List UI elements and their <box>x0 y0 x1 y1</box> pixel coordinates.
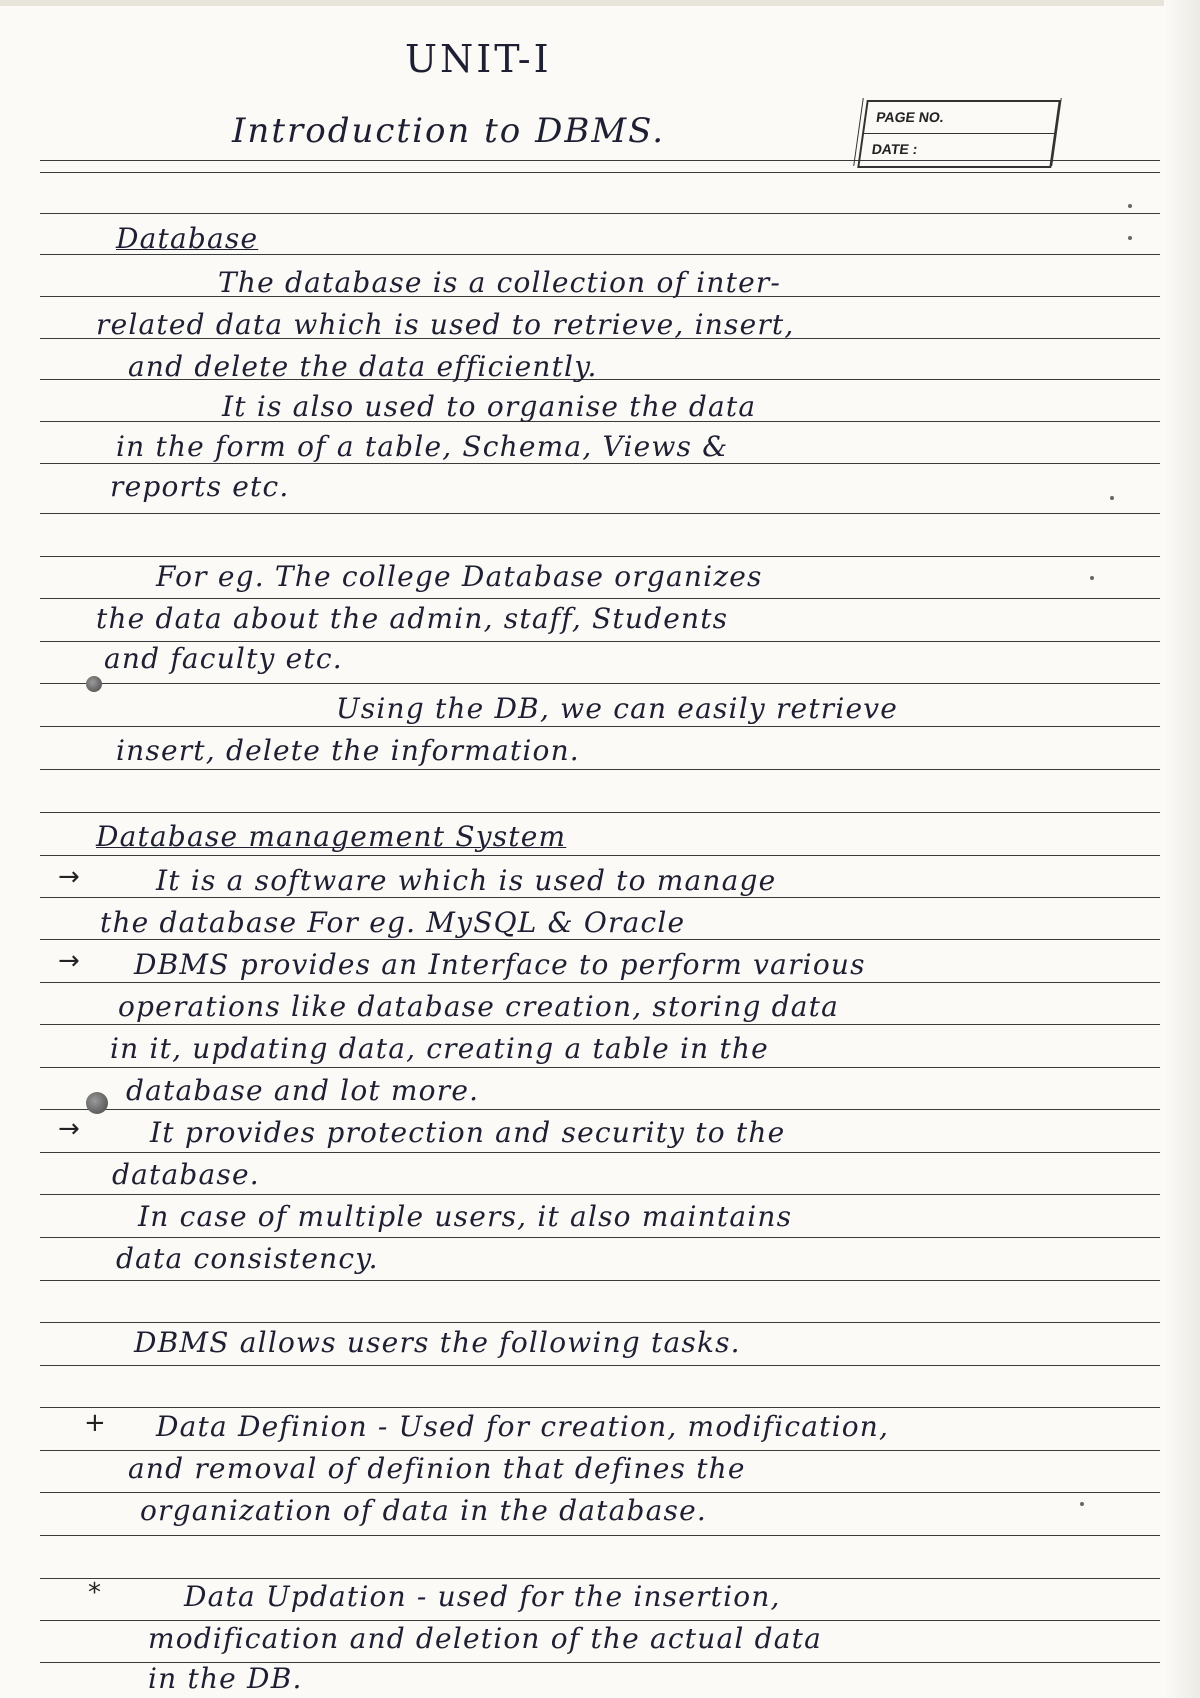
date-label: DATE : <box>870 141 919 157</box>
text-line: in the DB. <box>148 1662 303 1695</box>
page-no-label: PAGE NO. <box>864 102 1058 134</box>
star-bullet: * <box>88 1578 101 1608</box>
text-line: reports etc. <box>110 470 290 503</box>
margin-dot <box>1080 1502 1084 1506</box>
text-line: For eg. The college Database organizes <box>156 560 763 593</box>
ruled-line <box>40 683 1160 684</box>
ruled-line <box>40 855 1160 856</box>
text-line: the database For eg. MySQL & Oracle <box>100 906 686 939</box>
margin-dot <box>1128 204 1132 208</box>
ruled-line <box>40 812 1160 813</box>
ruled-line <box>40 1365 1160 1366</box>
text-line: in it, updating data, creating a table in the <box>110 1032 769 1065</box>
punch-hole <box>86 1092 108 1114</box>
ruled-line <box>40 1620 1160 1621</box>
ruled-line <box>40 1152 1160 1153</box>
ruled-line <box>40 172 1160 173</box>
arrow-bullet: → <box>58 1114 80 1144</box>
text-line: DBMS allows users the following tasks. <box>134 1326 741 1359</box>
ruled-line <box>40 513 1160 514</box>
text-line: It is also used to organise the data <box>222 390 757 423</box>
text-line: It is a software which is used to manage <box>156 864 777 897</box>
text-line: in the form of a table, Schema, Views & <box>116 430 729 463</box>
ruled-line <box>40 1024 1160 1025</box>
text-line: organization of data in the database. <box>140 1494 707 1527</box>
text-line: and removal of definion that defines the <box>128 1452 746 1485</box>
text-line: modification and deletion of the actual data <box>148 1622 822 1655</box>
page-title: Introduction to DBMS. <box>232 111 666 151</box>
text-line: data consistency. <box>116 1242 379 1275</box>
ruled-line <box>40 982 1160 983</box>
ruled-line <box>40 1450 1160 1451</box>
text-line: Data Definion - Used for creation, modification, <box>156 1410 890 1443</box>
text-line: Using the DB, we can easily retrieve <box>336 692 899 725</box>
punch-hole <box>86 676 102 692</box>
text-line: database and lot more. <box>126 1074 480 1107</box>
text-line: related data which is used to retrieve, insert, <box>96 308 795 341</box>
margin-dot <box>1090 576 1094 580</box>
text-line: the data about the admin, staff, Students <box>96 602 729 635</box>
text-line: and faculty etc. <box>104 642 343 675</box>
page-no-date-box <box>857 100 1061 168</box>
ruled-line <box>40 1578 1160 1579</box>
ruled-line <box>40 1492 1160 1493</box>
text-line: It provides protection and security to the <box>150 1116 786 1149</box>
page-top-edge <box>0 0 1200 6</box>
ruled-line <box>40 598 1160 599</box>
section-heading-database: Database <box>116 222 259 255</box>
page-right-edge <box>1164 0 1200 1698</box>
ruled-line <box>40 1237 1160 1238</box>
ruled-line <box>40 1535 1160 1536</box>
text-line: Data Updation - used for the insertion, <box>184 1580 781 1613</box>
ruled-line <box>40 556 1160 557</box>
ruled-line <box>40 213 1160 214</box>
ruled-line <box>40 1407 1160 1408</box>
ruled-line <box>40 1109 1160 1110</box>
text-line: database. <box>112 1158 260 1191</box>
arrow-bullet: → <box>58 862 80 892</box>
text-line: The database is a collection of inter- <box>218 266 782 299</box>
margin-dot <box>1110 496 1114 500</box>
plus-bullet: + <box>84 1408 106 1438</box>
section-heading-dbms: Database management System <box>96 820 567 853</box>
ruled-line <box>40 1280 1160 1281</box>
text-line: In case of multiple users, it also maintains <box>138 1200 793 1233</box>
unit-title: UNIT-I <box>405 37 552 81</box>
ruled-line <box>40 769 1160 770</box>
ruled-line <box>40 1322 1160 1323</box>
text-line: operations like database creation, storing data <box>118 990 840 1023</box>
ruled-line <box>40 726 1160 727</box>
arrow-bullet: → <box>58 946 80 976</box>
text-line: insert, delete the information. <box>116 734 580 767</box>
margin-dot <box>1128 236 1132 240</box>
text-line: DBMS provides an Interface to perform various <box>134 948 866 981</box>
ruled-line <box>40 1194 1160 1195</box>
ruled-line <box>40 1067 1160 1068</box>
text-line: and delete the data efficiently. <box>128 350 598 383</box>
